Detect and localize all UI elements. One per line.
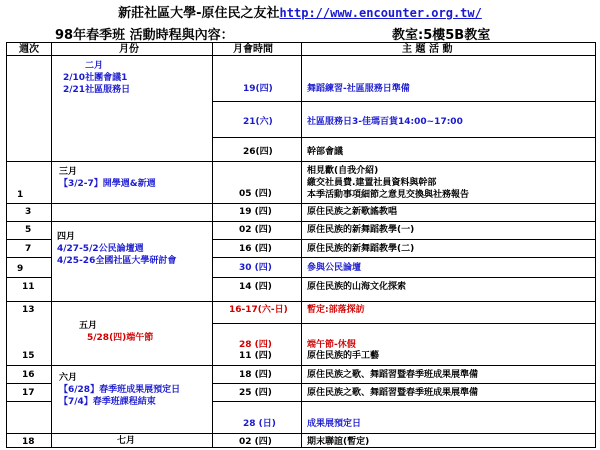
month-may-item: 5/28(四)端午節 — [87, 333, 154, 343]
row-divider — [7, 401, 51, 402]
date-cell: 02 (四) — [239, 437, 272, 447]
topic-cell: 原住民族的山海文化探索 — [307, 282, 407, 292]
topic-cell: 參與公民論壇 — [307, 263, 362, 273]
month-feb: 二月 — [85, 61, 104, 71]
month-may: 五月 — [79, 321, 98, 331]
row-divider — [212, 383, 595, 384]
header-month: 月份 — [119, 44, 139, 55]
row-divider — [7, 257, 51, 258]
week-number: 11 — [22, 282, 35, 292]
topic-line: 繳交社員費.建置社員資料與幹部 — [307, 178, 437, 188]
header-date: 月會時間 — [233, 44, 273, 55]
topic-cell: 社區服務日3-佳瑪百貨14:00~17:00 — [307, 117, 463, 127]
row-divider — [212, 137, 595, 138]
row-divider — [7, 365, 595, 366]
week-number: 15 — [22, 351, 35, 361]
topic-cell: 幹部會議 — [307, 147, 344, 157]
club-title: 新莊社區大學-原住民之友社 — [118, 6, 280, 21]
month-jun-item: 【6/28】春季班成果展預定日 — [59, 385, 181, 395]
schedule-subtitle-row — [0, 24, 600, 43]
row-divider — [7, 301, 595, 302]
topic-cell: 原住民族之歌、舞蹈習暨春季班成果展準備 — [307, 388, 479, 398]
week-number: 5 — [25, 225, 32, 235]
week-number: 17 — [22, 388, 35, 398]
month-apr: 四月 — [57, 232, 76, 242]
week-number: 13 — [22, 305, 35, 315]
week-number: 16 — [22, 370, 35, 380]
date-cell: 30 (四) — [239, 263, 272, 273]
month-jun-item: 【7/4】春季班課程結束 — [59, 397, 156, 407]
week-number: 1 — [17, 190, 24, 200]
topic-cell: 原住民族的新舞蹈教學(二) — [307, 244, 415, 254]
date-cell: 26(四) — [243, 147, 273, 157]
date-cell: 05 (四) — [239, 189, 272, 199]
date-cell: 16 (四) — [239, 244, 272, 254]
month-feb-item: 2/10社團會議1 — [63, 73, 128, 83]
column-divider — [301, 43, 302, 447]
row-divider — [212, 239, 595, 240]
date-cell: 11 (四) — [239, 351, 272, 361]
topic-line: 本季活動事項細節之意見交換與社務報告 — [307, 190, 470, 200]
week-number: 18 — [22, 437, 35, 447]
row-divider — [212, 401, 595, 402]
month-apr-item: 4/25-26全國社區大學研討會 — [57, 256, 177, 266]
month-jun: 六月 — [59, 373, 78, 383]
topic-cell: 期末聯誼(暫定) — [307, 437, 370, 447]
topic-cell: 暫定:部落探訪 — [307, 305, 365, 315]
row-divider — [212, 323, 595, 324]
date-cell: 16-17(六-日) — [229, 305, 288, 315]
month-mar-item: 【3/2-7】開學週&新週 — [59, 179, 156, 189]
date-cell: 19(四) — [243, 84, 273, 94]
header-topic: 主 題 活 動 — [402, 44, 453, 55]
row-divider — [212, 277, 595, 278]
month-apr-item: 4/27-5/2公民論壇週 — [57, 244, 144, 254]
date-cell: 02 (四) — [239, 225, 272, 235]
row-divider — [212, 101, 595, 102]
date-cell: 25 (四) — [239, 388, 272, 398]
row-divider — [7, 239, 51, 240]
row-divider — [7, 383, 51, 384]
topic-cell: 原住民族之新歌謠教唱 — [307, 207, 398, 217]
row-divider — [7, 55, 595, 56]
topic-cell: 舞蹈練習-社區服務日準備 — [307, 84, 410, 94]
schedule-table — [6, 42, 596, 448]
row-divider — [7, 203, 595, 204]
row-divider — [7, 433, 595, 434]
row-divider — [212, 257, 595, 258]
date-cell: 19 (四) — [239, 207, 272, 217]
topic-cell: 成果展預定日 — [307, 419, 362, 429]
topic-line: 相見歡(自我介紹) — [307, 166, 379, 176]
date-cell: 21(六) — [243, 117, 273, 127]
document-title — [0, 2, 600, 20]
topic-cell: 原住民族的新舞蹈教學(一) — [307, 225, 415, 235]
topic-cell: 原住民族之歌、舞蹈習暨春季班成果展準備 — [307, 370, 479, 380]
week-number: 3 — [25, 207, 32, 217]
week-number: 7 — [25, 244, 32, 254]
month-jul: 七月 — [117, 436, 136, 446]
classroom-label: 教室:5樓5B教室 — [392, 28, 491, 43]
row-divider — [7, 221, 595, 222]
row-divider — [7, 161, 595, 162]
row-divider — [7, 277, 51, 278]
column-divider — [212, 43, 213, 447]
column-divider — [51, 43, 52, 447]
topic-cell: 端午節-休假 — [307, 340, 356, 350]
week-number: 9 — [17, 264, 24, 274]
club-url-link[interactable]: http://www.encounter.org.tw/ — [279, 6, 482, 20]
schedule-subtitle: 98年春季班 活動時程與內容： — [55, 28, 234, 43]
date-cell: 28 (四) — [239, 340, 272, 350]
date-cell: 28 (日) — [243, 419, 276, 429]
month-mar: 三月 — [59, 167, 78, 177]
date-cell: 18 (四) — [239, 370, 272, 380]
date-cell: 14 (四) — [239, 282, 272, 292]
header-week: 週次 — [19, 44, 39, 55]
month-feb-item: 2/21社區服務日 — [63, 85, 131, 95]
topic-cell: 原住民族的手工藝 — [307, 351, 380, 361]
